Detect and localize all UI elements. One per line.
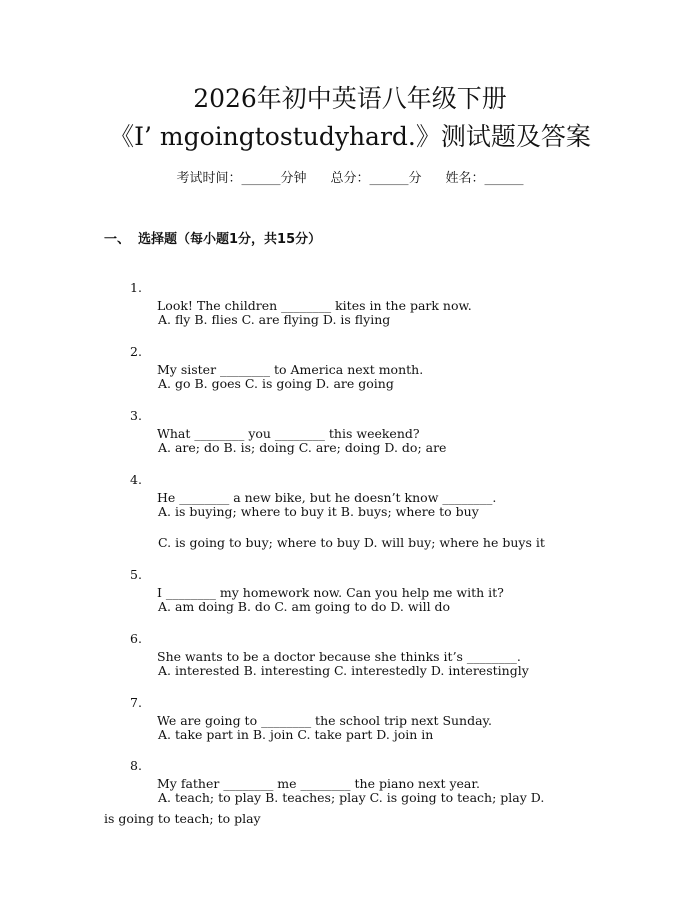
question-number: 8.: [130, 758, 142, 773]
question-number: 3.: [130, 408, 142, 423]
student-name-field: 姓名：______: [445, 171, 524, 186]
question-number: 5.: [130, 567, 142, 582]
question-text: My father ________ me ________ the piano next year.: [157, 776, 480, 791]
question-text: He ________ a new bike, but he doesn’t know ________.: [157, 490, 497, 505]
options-text-continued: C. is going to buy; where to buy D. will buy; where he buys it: [158, 535, 545, 550]
question-number: 2.: [130, 344, 142, 359]
question-number: 4.: [130, 472, 142, 487]
question-text: Look! The children ________ kites in the park now.: [157, 298, 472, 313]
options-text: A. interested B. interesting C. interestedly D. interestingly: [158, 663, 529, 678]
section-number: 一、: [104, 232, 131, 247]
total-score-field: 总分：______分: [330, 171, 422, 186]
section-heading: [104, 231, 321, 249]
options-text: A. teach; to play B. teaches; play C. is going to teach; play D.: [158, 790, 545, 805]
question-number: 6.: [130, 631, 142, 646]
question-options: [0, 792, 700, 846]
question-text: We are going to ________ the school trip next Sunday.: [157, 713, 492, 728]
question-text: My sister ________ to America next month.: [157, 362, 424, 377]
question-text: What ________ you ________ this weekend?: [157, 426, 420, 441]
page-title-line1: 2026年初中英语八年级下册: [193, 84, 507, 113]
options-text: A. am doing B. do C. am going to do D. will do: [158, 599, 451, 614]
options-text: A. fly B. flies C. are flying D. is flying: [158, 312, 391, 327]
section-title: 选择题（每小题1分，共15分）: [138, 232, 322, 247]
question-text: She wants to be a doctor because she thinks it’s ________.: [157, 649, 521, 664]
options-text: A. take part in B. join C. take part D. join in: [158, 727, 434, 742]
question-number: 1.: [130, 280, 142, 295]
question-number: 7.: [130, 695, 142, 710]
options-text: A. is buying; where to buy it B. buys; where to buy: [158, 504, 479, 519]
options-text: A. go B. goes C. is going D. are going: [158, 376, 394, 391]
exam-info-row: [0, 170, 700, 188]
options-text: A. are; do B. is; doing C. are; doing D. do; are: [158, 440, 447, 455]
page-title-line2: 《I’ mgoingtostudyhard.》测试题及答案: [109, 122, 591, 151]
options-text-continued: is going to teach; to play: [104, 811, 261, 826]
exam-time-field: 考试时间：______分钟: [176, 171, 307, 186]
question-text: I ________ my homework now. Can you help me with it?: [157, 585, 504, 600]
